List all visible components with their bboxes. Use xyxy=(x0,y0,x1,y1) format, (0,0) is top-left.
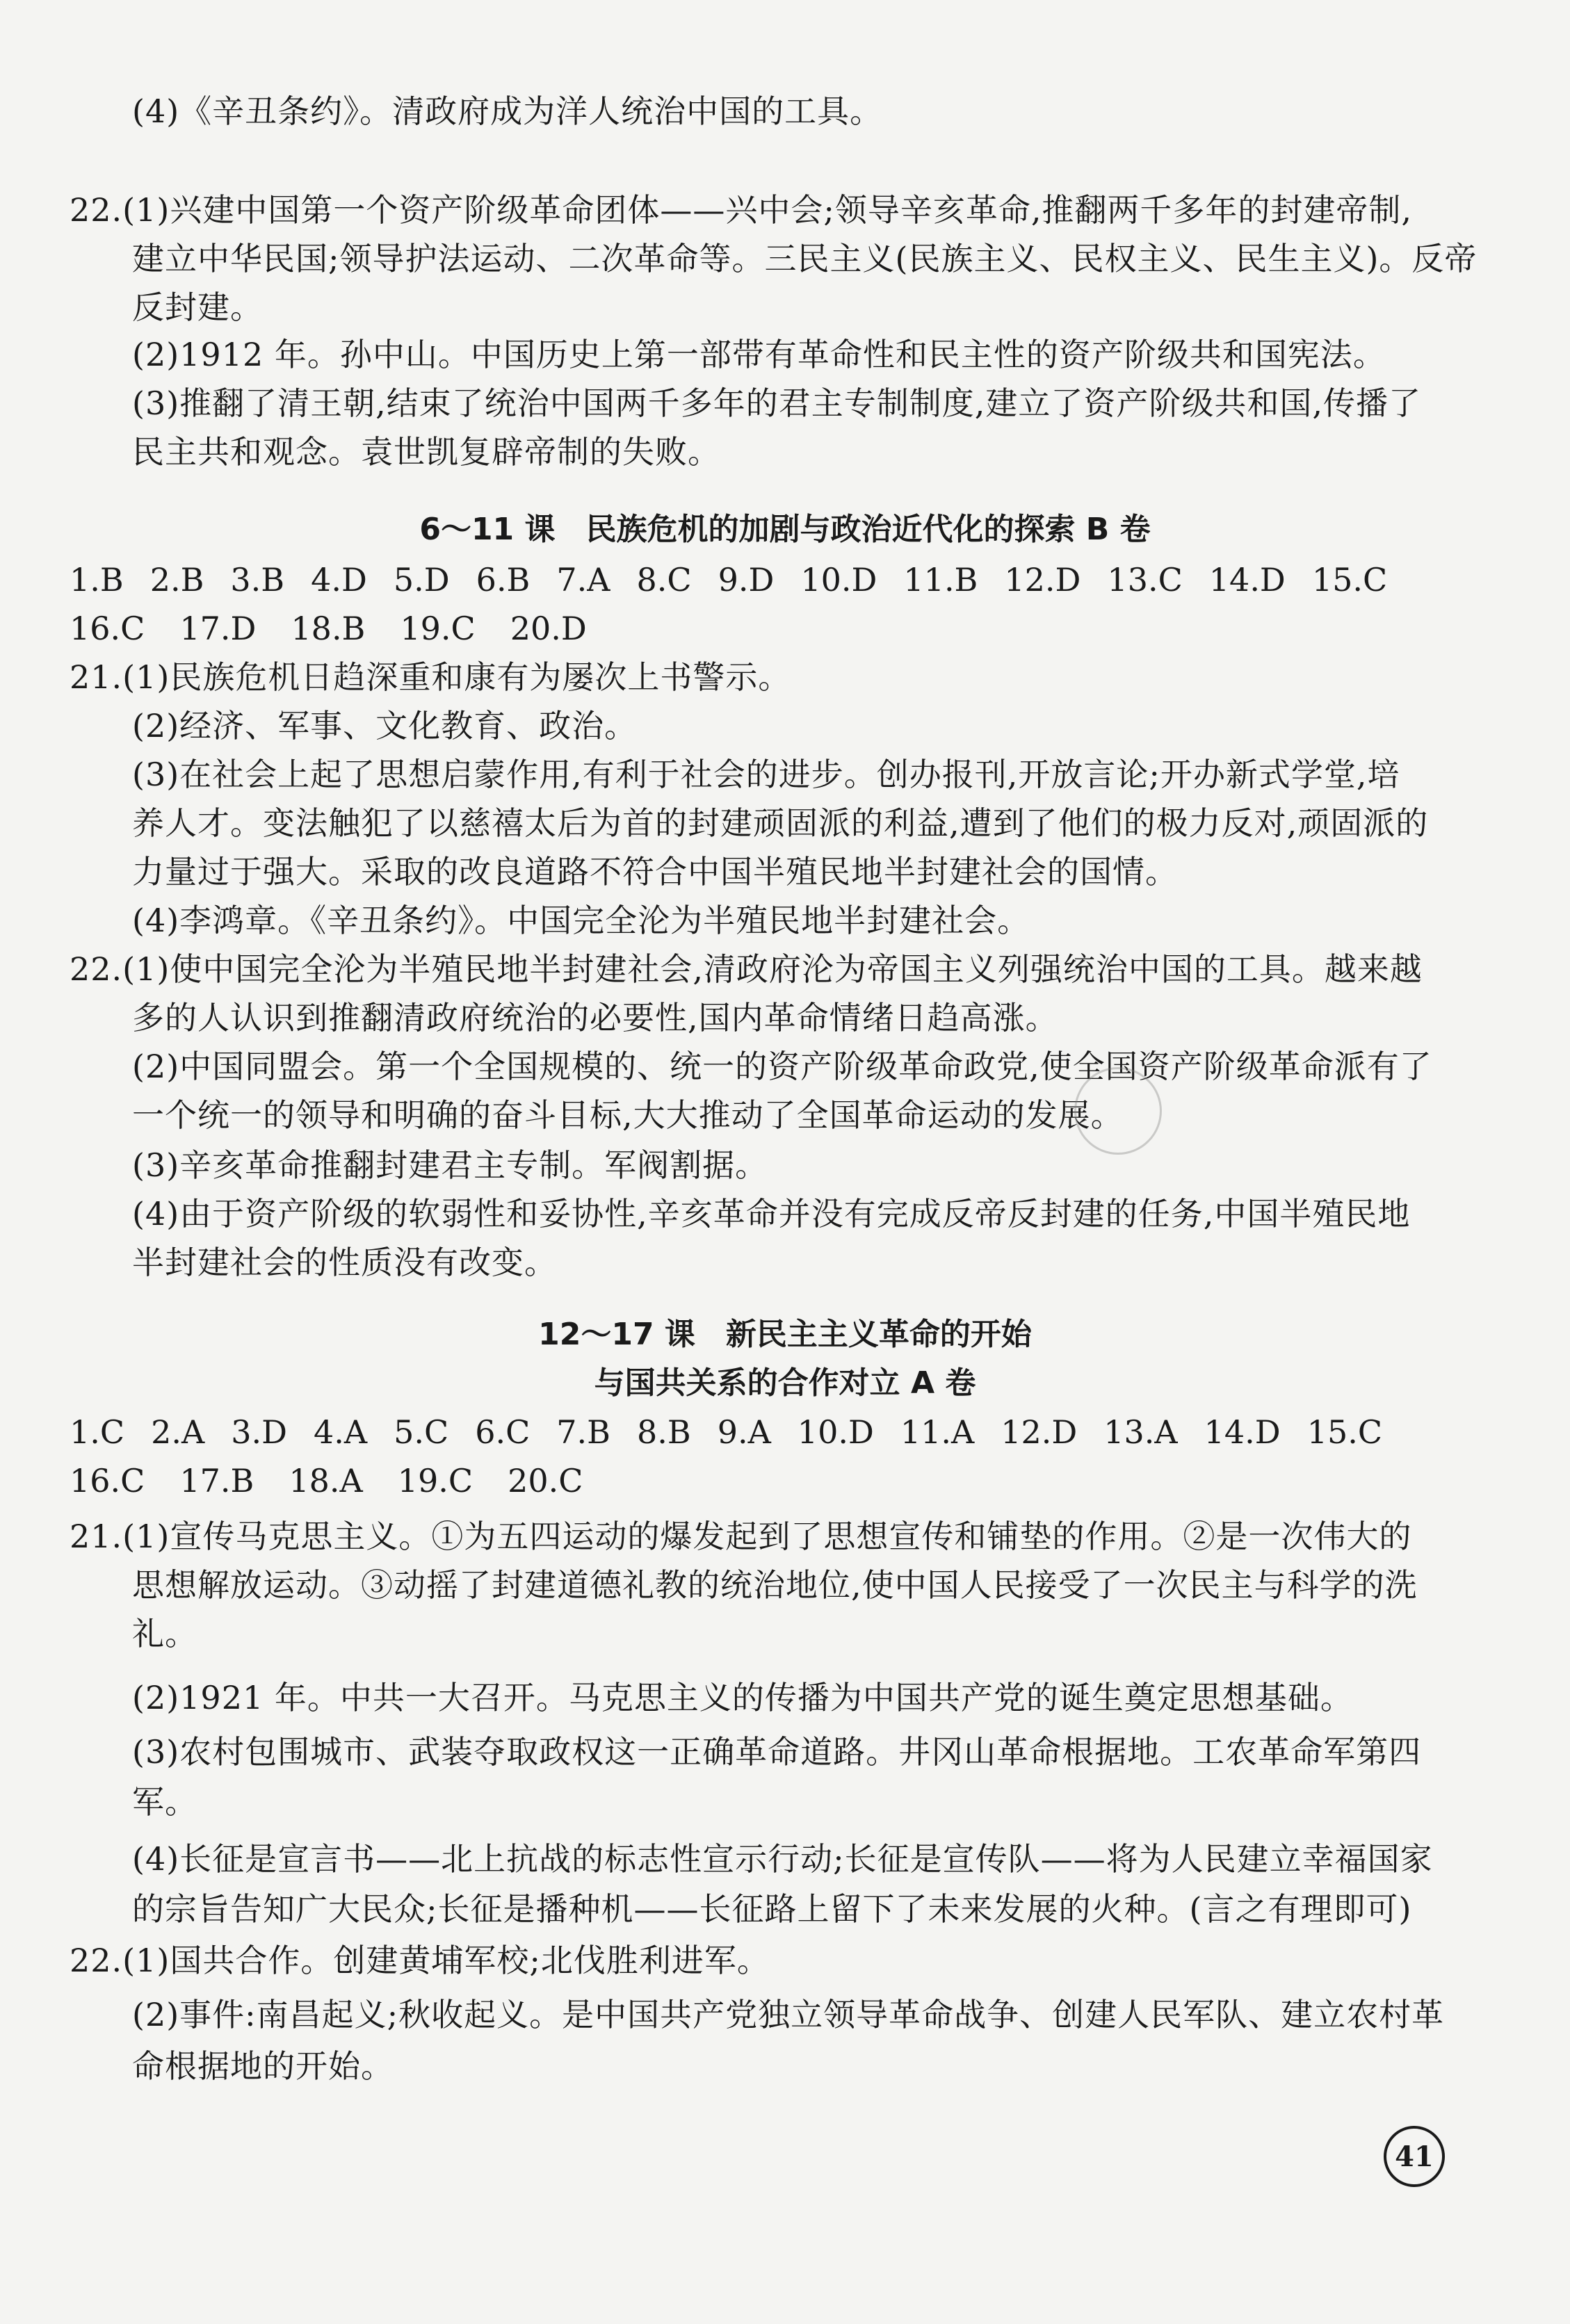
answer-item: 13.A xyxy=(1103,1413,1178,1451)
text-line: 半封建社会的性质没有改变。 xyxy=(132,1244,557,1281)
answer-item: 19.C xyxy=(397,1462,474,1500)
answer-item: 2.A xyxy=(151,1413,205,1451)
section-subheading: 与国共关系的合作对立 A 卷 xyxy=(594,1365,976,1401)
text-line: 22.(1)使中国完全沦为半殖民地半封建社会,清政府沦为帝国主义列强统治中国的工具。越来越 xyxy=(70,950,1423,988)
text-line: (3)农村包围城市、武装夺取政权这一正确革命道路。井冈山革命根据地。工农革命军第四 xyxy=(132,1733,1422,1771)
answer-row xyxy=(70,1410,1382,1454)
answer-item: 6.B xyxy=(476,561,531,599)
text-line: 22.(1)国共合作。创建黄埔军校;北伐胜利进军。 xyxy=(70,1942,770,1979)
answer-item: 18.B xyxy=(291,610,366,647)
answer-item: 10.D xyxy=(797,1413,874,1451)
text-line: (3)推翻了清王朝,结束了统治中国两千多年的君主专制制度,建立了资产阶级共和国,传播了 xyxy=(132,384,1422,422)
text-line: 养人才。变法触犯了以慈禧太后为首的封建顽固派的利益,遭到了他们的极力反对,顽固派的 xyxy=(132,804,1429,842)
answer-item: 17.D xyxy=(179,610,257,647)
answer-item: 20.D xyxy=(510,610,587,647)
answer-item: 5.D xyxy=(393,561,450,599)
text-line: (2)事件:南昌起义;秋收起义。是中国共产党独立领导革命战争、创建人民军队、建立农村革 xyxy=(132,1996,1445,2033)
section-heading: 6～11 课 民族危机的加剧与政治近代化的探索 B 卷 xyxy=(419,512,1151,547)
text-line: 民主共和观念。袁世凯复辟帝制的失败。 xyxy=(132,433,720,471)
page-number: 41 xyxy=(1384,2126,1445,2187)
answer-item: 19.C xyxy=(400,610,476,647)
text-line: (4)由于资产阶级的软弱性和妥协性,辛亥革命并没有完成反帝反封建的任务,中国半殖民地 xyxy=(132,1195,1411,1233)
answer-item: 15.C xyxy=(1306,1413,1383,1451)
answer-item: 11.A xyxy=(900,1413,975,1451)
answer-item: 9.D xyxy=(718,561,775,599)
text-line: (3)辛亥革命推翻封建君主专制。军阀割据。 xyxy=(132,1146,768,1184)
answer-item: 16.C xyxy=(70,610,145,647)
text-line: 建立中华民国;领导护法运动、二次革命等。三民主义(民族主义、民权主义、民生主义)。反帝 xyxy=(132,240,1478,277)
answer-item: 16.C xyxy=(70,1462,145,1500)
text-line: 一个统一的领导和明确的奋斗目标,大大推动了全国革命运动的发展。 xyxy=(132,1096,1124,1134)
answer-item: 9.A xyxy=(717,1413,771,1451)
text-line: 礼。 xyxy=(132,1615,197,1652)
answer-item: 4.A xyxy=(313,1413,368,1451)
answer-item: 8.B xyxy=(636,1413,691,1451)
answer-item: 14.D xyxy=(1208,561,1286,599)
section-heading: 12～17 课 新民主主义革命的开始 xyxy=(538,1317,1032,1352)
text-line: 力量过于强大。采取的改良道路不符合中国半殖民地半封建社会的国情。 xyxy=(132,853,1178,891)
answer-row xyxy=(70,1458,583,1503)
answer-item: 15.C xyxy=(1311,561,1388,599)
text-line: (4)李鸿章。《辛丑条约》。中国完全沦为半殖民地半封建社会。 xyxy=(132,902,1030,939)
answer-item: 2.B xyxy=(149,561,204,599)
text-line: 思想解放运动。③动摇了封建道德礼教的统治地位,使中国人民接受了一次民主与科学的洗 xyxy=(132,1566,1418,1604)
answer-item: 12.D xyxy=(1004,561,1081,599)
answer-item: 14.D xyxy=(1204,1413,1281,1451)
text-line: (2)经济、军事、文化教育、政治。 xyxy=(132,707,638,745)
answer-item: 18.A xyxy=(289,1462,363,1500)
text-line: 反封建。 xyxy=(132,289,263,326)
text-line: 命根据地的开始。 xyxy=(132,2047,394,2085)
answer-item: 7.A xyxy=(556,561,610,599)
text-line: 军。 xyxy=(132,1783,197,1821)
answer-item: 8.C xyxy=(636,561,692,599)
answer-item: 5.C xyxy=(394,1413,449,1451)
text-line: (4)《辛丑条约》。清政府成为洋人统治中国的工具。 xyxy=(132,92,883,130)
answer-item: 10.D xyxy=(800,561,877,599)
answer-row xyxy=(70,606,587,651)
answer-item: 20.C xyxy=(508,1462,583,1500)
text-line: 21.(1)民族危机日趋深重和康有为屡次上书警示。 xyxy=(70,658,791,696)
answer-item: 3.D xyxy=(231,1413,287,1451)
text-line: 多的人认识到推翻清政府统治的必要性,国内革命情绪日趋高涨。 xyxy=(132,999,1058,1037)
text-line: (3)在社会上起了思想启蒙作用,有利于社会的进步。创办报刊,开放言论;开办新式学堂,培 xyxy=(132,756,1400,793)
text-line: (2)1912 年。孙中山。中国历史上第一部带有革命性和民主性的资产阶级共和国宪法。 xyxy=(132,336,1386,373)
answer-item: 1.C xyxy=(70,1413,125,1451)
text-line: (2)中国同盟会。第一个全国规模的、统一的资产阶级革命政党,使全国资产阶级革命派有了 xyxy=(132,1048,1432,1085)
watermark-stamp xyxy=(1074,1067,1162,1155)
answer-item: 3.B xyxy=(230,561,285,599)
answer-item: 4.D xyxy=(311,561,367,599)
answer-item: 6.C xyxy=(475,1413,531,1451)
answer-item: 12.D xyxy=(1001,1413,1078,1451)
text-line: (4)长征是宣言书——北上抗战的标志性宣示行动;长征是宣传队——将为人民建立幸福国家 xyxy=(132,1840,1433,1878)
text-line: 22.(1)兴建中国第一个资产阶级革命团体——兴中会;领导辛亥革命,推翻两千多年的封建帝制, xyxy=(70,191,1413,229)
answer-item: 17.B xyxy=(179,1462,254,1500)
answer-item: 13.C xyxy=(1107,561,1183,599)
answer-item: 7.B xyxy=(556,1413,610,1451)
text-line: (2)1921 年。中共一大召开。马克思主义的传播为中国共产党的诞生奠定思想基础。 xyxy=(132,1679,1353,1716)
text-line: 21.(1)宣传马克思主义。①为五四运动的爆发起到了思想宣传和铺垫的作用。②是一次伟大的 xyxy=(70,1518,1412,1555)
answer-item: 11.B xyxy=(903,561,978,599)
answer-item: 1.B xyxy=(70,561,124,599)
answer-row xyxy=(70,558,1387,602)
text-line: 的宗旨告知广大民众;长征是播种机——长征路上留下了未来发展的火种。(言之有理即可) xyxy=(132,1890,1412,1928)
